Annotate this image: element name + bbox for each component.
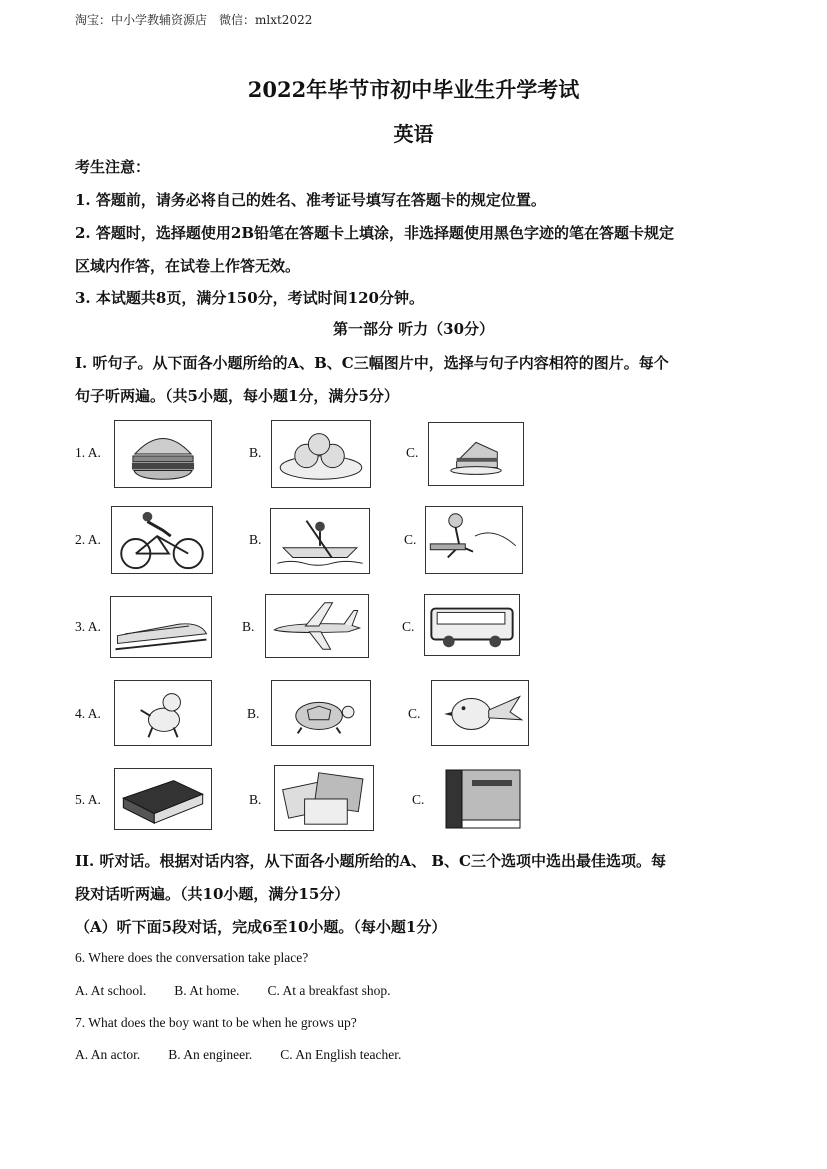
boating-picture[interactable] <box>270 508 370 574</box>
q2-c-label: C. <box>404 532 417 547</box>
section2-line1: II. 听对话。根据对话内容，从下面各小题所给的A、 B、C三个选项中选出最佳选项。每 <box>75 852 666 870</box>
q6-option-a[interactable]: A. At school. <box>75 983 147 998</box>
bus-picture[interactable] <box>424 594 520 656</box>
section2-sub: （A）听下面5段对话，完成6至10小题。（每小题1分） <box>75 918 447 936</box>
q1-label: 1. A. <box>75 445 101 460</box>
q3-c-label: C. <box>402 619 415 634</box>
q4-c-label: C. <box>408 706 421 721</box>
header-note: 淘宝：中小学教辅资源店 微信：mlxt2022 <box>75 13 313 27</box>
q6-option-c[interactable]: C. At a breakfast shop. <box>267 983 391 998</box>
section1-line2: 句子听两遍。（共5小题，每小题1分，满分5分） <box>75 387 399 405</box>
q7-option-a[interactable]: A. An actor. <box>75 1047 141 1062</box>
q5-c-label: C. <box>412 792 425 807</box>
fishing-picture[interactable] <box>425 506 523 574</box>
q2-label: 2. A. <box>75 532 101 547</box>
train-picture[interactable] <box>110 596 212 658</box>
notice-item-1: 1. 答题前，请务必将自己的姓名、准考证号填写在答题卡的规定位置。 <box>75 191 546 209</box>
q3-label: 3. A. <box>75 619 101 634</box>
q4-label: 4. A. <box>75 706 101 721</box>
dictionary-picture[interactable] <box>114 768 212 830</box>
turtle-picture[interactable] <box>271 680 371 746</box>
q1-c-label: C. <box>406 445 419 460</box>
hamburger-picture[interactable] <box>114 420 212 488</box>
book-picture[interactable] <box>436 766 534 832</box>
bird-picture[interactable] <box>431 680 529 746</box>
question-6: 6. Where does the conversation take place? <box>75 950 309 965</box>
q1-b-label: B. <box>249 445 262 460</box>
magazines-picture[interactable] <box>274 765 374 831</box>
question-7-options <box>75 1047 401 1063</box>
q3-b-label: B. <box>242 619 255 634</box>
dumplings-picture[interactable] <box>271 420 371 488</box>
notice-item-2-cont: 区域内作答，在试卷上作答无效。 <box>75 257 301 275</box>
dog-picture[interactable] <box>114 680 212 746</box>
q2-b-label: B. <box>249 532 262 547</box>
section2-line2: 段对话听两遍。（共10小题，满分15分） <box>75 885 350 903</box>
question-7: 7. What does the boy want to be when he grows up? <box>75 1015 357 1030</box>
cycling-picture[interactable] <box>111 506 213 574</box>
notice-heading: 考生注意： <box>75 158 151 176</box>
part1-heading: 第一部分 听力（30分） <box>332 320 495 338</box>
q4-b-label: B. <box>247 706 260 721</box>
section1-line1: I. 听句子。从下面各小题所给的A、B、C三幅图片中，选择与句子内容相符的图片。每个 <box>75 354 669 372</box>
plane-picture[interactable] <box>265 594 369 658</box>
notice-item-3: 3. 本试题共8页，满分150分，考试时间120分钟。 <box>75 289 424 307</box>
notice-item-2: 2. 答题时，选择题使用2B铅笔在答题卡上填涂，非选择题使用黑色字迹的笔在答题卡规定 <box>75 224 675 242</box>
subject-title: 英语 <box>393 122 434 146</box>
q7-option-c[interactable]: C. An English teacher. <box>280 1047 402 1062</box>
question-6-options <box>75 983 391 999</box>
q5-b-label: B. <box>249 792 262 807</box>
cake-picture[interactable] <box>428 422 524 486</box>
q5-label: 5. A. <box>75 792 101 807</box>
q7-option-b[interactable]: B. An engineer. <box>168 1047 253 1062</box>
exam-title: 2022年毕节市初中毕业生升学考试 <box>247 77 580 102</box>
q6-option-b[interactable]: B. At home. <box>174 983 240 998</box>
